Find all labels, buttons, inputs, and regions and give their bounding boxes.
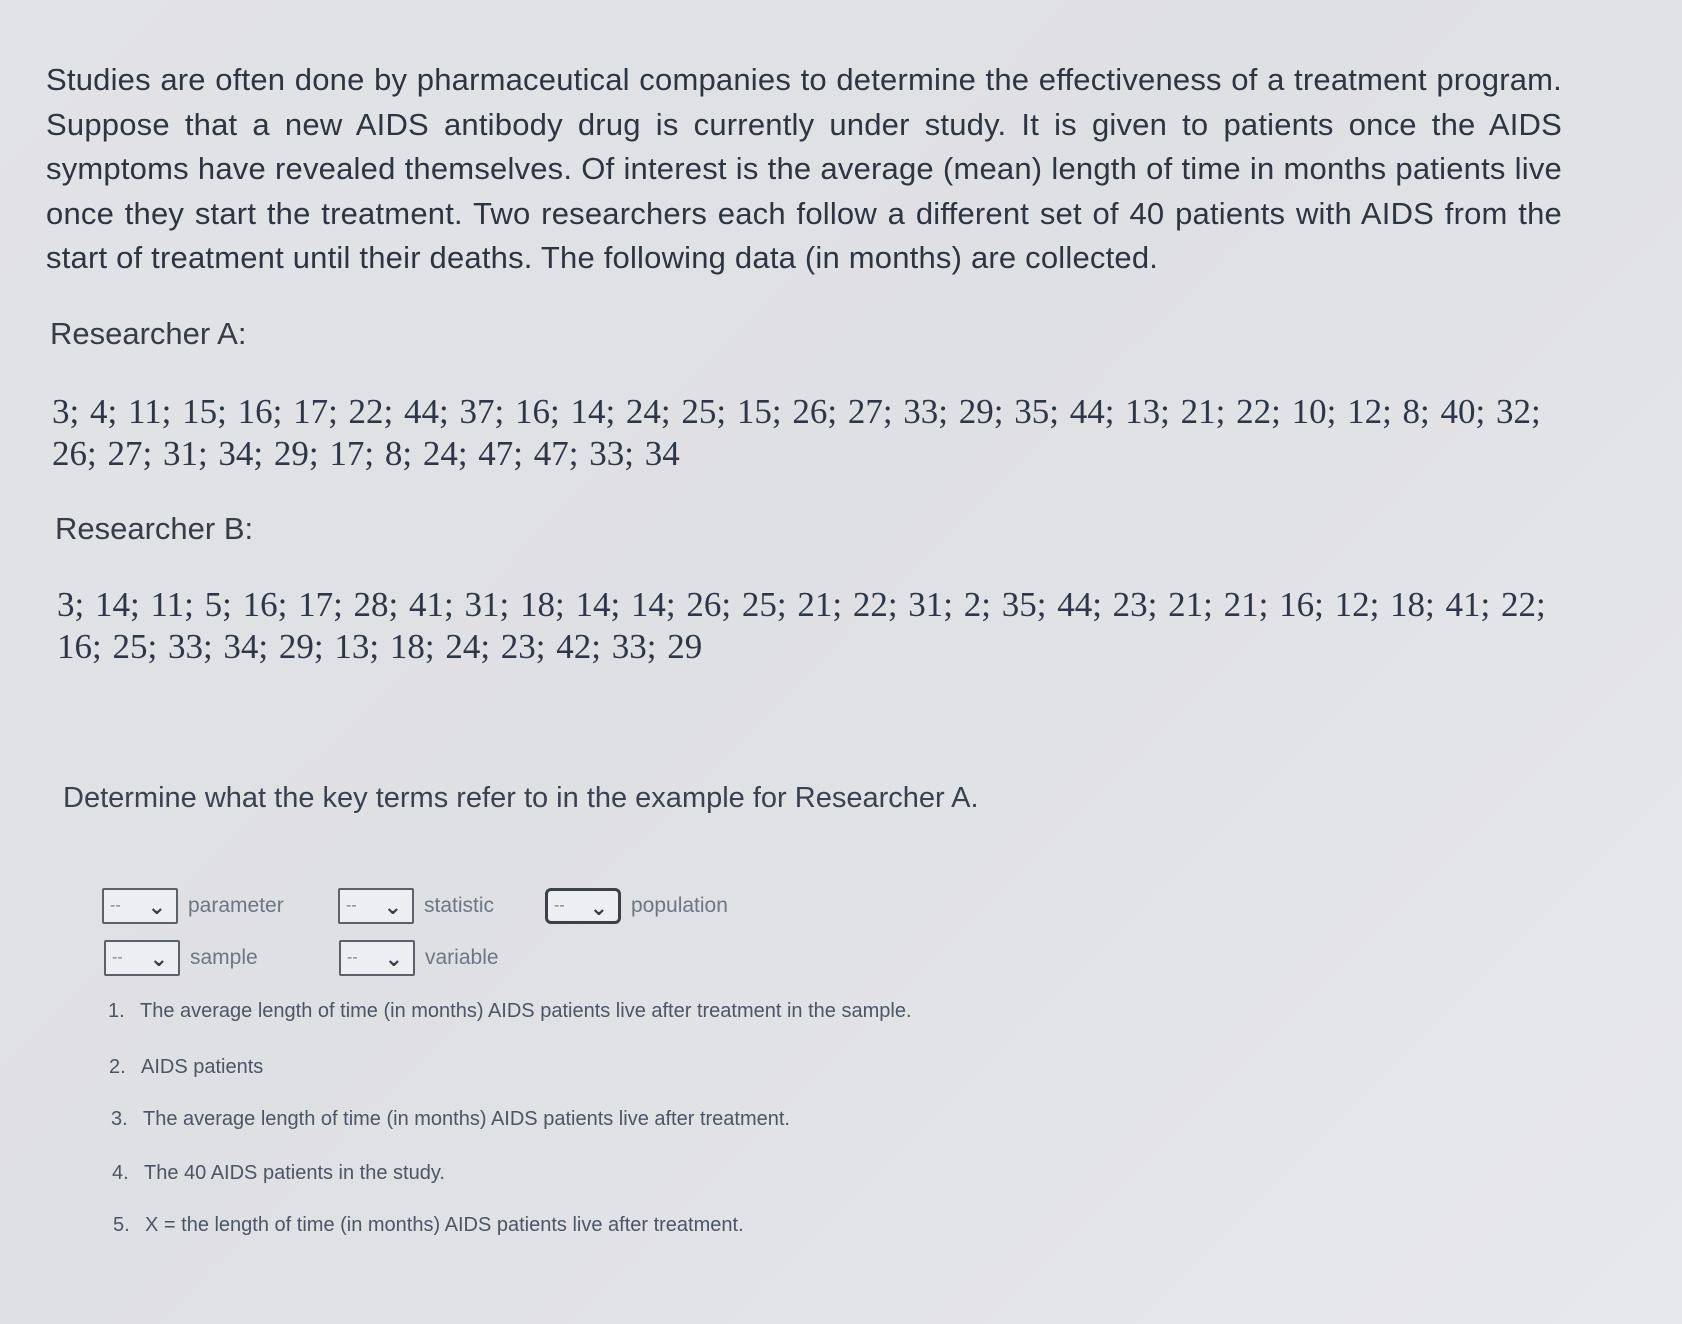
statistic-dropdown[interactable] xyxy=(338,888,414,924)
chevron-down-icon: ⌄ xyxy=(384,946,403,971)
statistic-label: statistic xyxy=(424,894,495,917)
statistic-selected-value: -- xyxy=(346,897,357,914)
list-item: 1. The average length of time (in months) AIDS patients live after treatment in the sample. xyxy=(108,1000,912,1022)
chevron-down-icon: ⌄ xyxy=(383,894,402,919)
population-label: population xyxy=(631,894,728,917)
parameter-dropdown[interactable] xyxy=(102,888,178,924)
chevron-down-icon: ⌄ xyxy=(589,895,608,920)
researcher-b-heading: Researcher B: xyxy=(55,511,254,546)
variable-selected-value: -- xyxy=(347,949,358,966)
population-selected-value: -- xyxy=(554,897,565,914)
term-matcher xyxy=(102,888,1002,1000)
list-item: 3. The average length of time (in months) AIDS patients live after treatment. xyxy=(111,1108,790,1130)
parameter-label: parameter xyxy=(188,894,284,917)
researcher-a-data: 3; 4; 11; 15; 16; 17; 22; 44; 37; 16; 14; 24; 25; 15; 26; 27; 33; 29; 35; 44; 13; 21; 22; 10; 12; 8; 40; 32; 26; 27; 31; 34; 29; 17; 8; 24; 47; 47; 33; 34 xyxy=(52,392,1541,473)
sample-selected-value: -- xyxy=(112,949,123,966)
sample-dropdown[interactable] xyxy=(104,940,180,976)
term-variable xyxy=(339,940,499,976)
researcher-b-data: 3; 14; 11; 5; 16; 17; 28; 41; 31; 18; 14; 14; 26; 25; 21; 22; 31; 2; 35; 44; 23; 21; 21; 16; 12; 18; 41; 22; 16; 25; 33; 34; 29; 13; 18; 24; 23; 42; 33; 29 xyxy=(57,585,1546,666)
list-item: 2. AIDS patients xyxy=(109,1056,264,1078)
term-statistic xyxy=(338,888,494,924)
parameter-selected-value: -- xyxy=(110,897,121,914)
term-population xyxy=(545,888,728,924)
term-sample xyxy=(104,940,258,976)
researcher-a-heading: Researcher A: xyxy=(50,316,247,351)
chevron-down-icon: ⌄ xyxy=(149,946,168,971)
term-parameter xyxy=(102,888,284,924)
population-dropdown[interactable] xyxy=(545,888,621,924)
list-item: 4. The 40 AIDS patients in the study. xyxy=(112,1162,445,1184)
question-prompt: Determine what the key terms refer to in the example for Researcher A. xyxy=(63,782,979,814)
variable-label: variable xyxy=(425,946,499,969)
variable-dropdown[interactable] xyxy=(339,940,415,976)
problem-intro: Studies are often done by pharmaceutical companies to determine the effectiveness of a treatment program. Suppose that a new AIDS antibody drug is currently under study. It is given to patients once the AIDS symptoms have revealed themselves. Of interest is the average (mean) length of time in months patients live once they start the treatment. Two researchers each follow a different set of 40 patients with AIDS from the start of treatment until their deaths. The following data (in months) are collected. xyxy=(46,62,1562,275)
list-item: 5. X = the length of time (in months) AIDS patients live after treatment. xyxy=(113,1214,744,1236)
sample-label: sample xyxy=(190,946,258,969)
chevron-down-icon: ⌄ xyxy=(147,894,166,919)
